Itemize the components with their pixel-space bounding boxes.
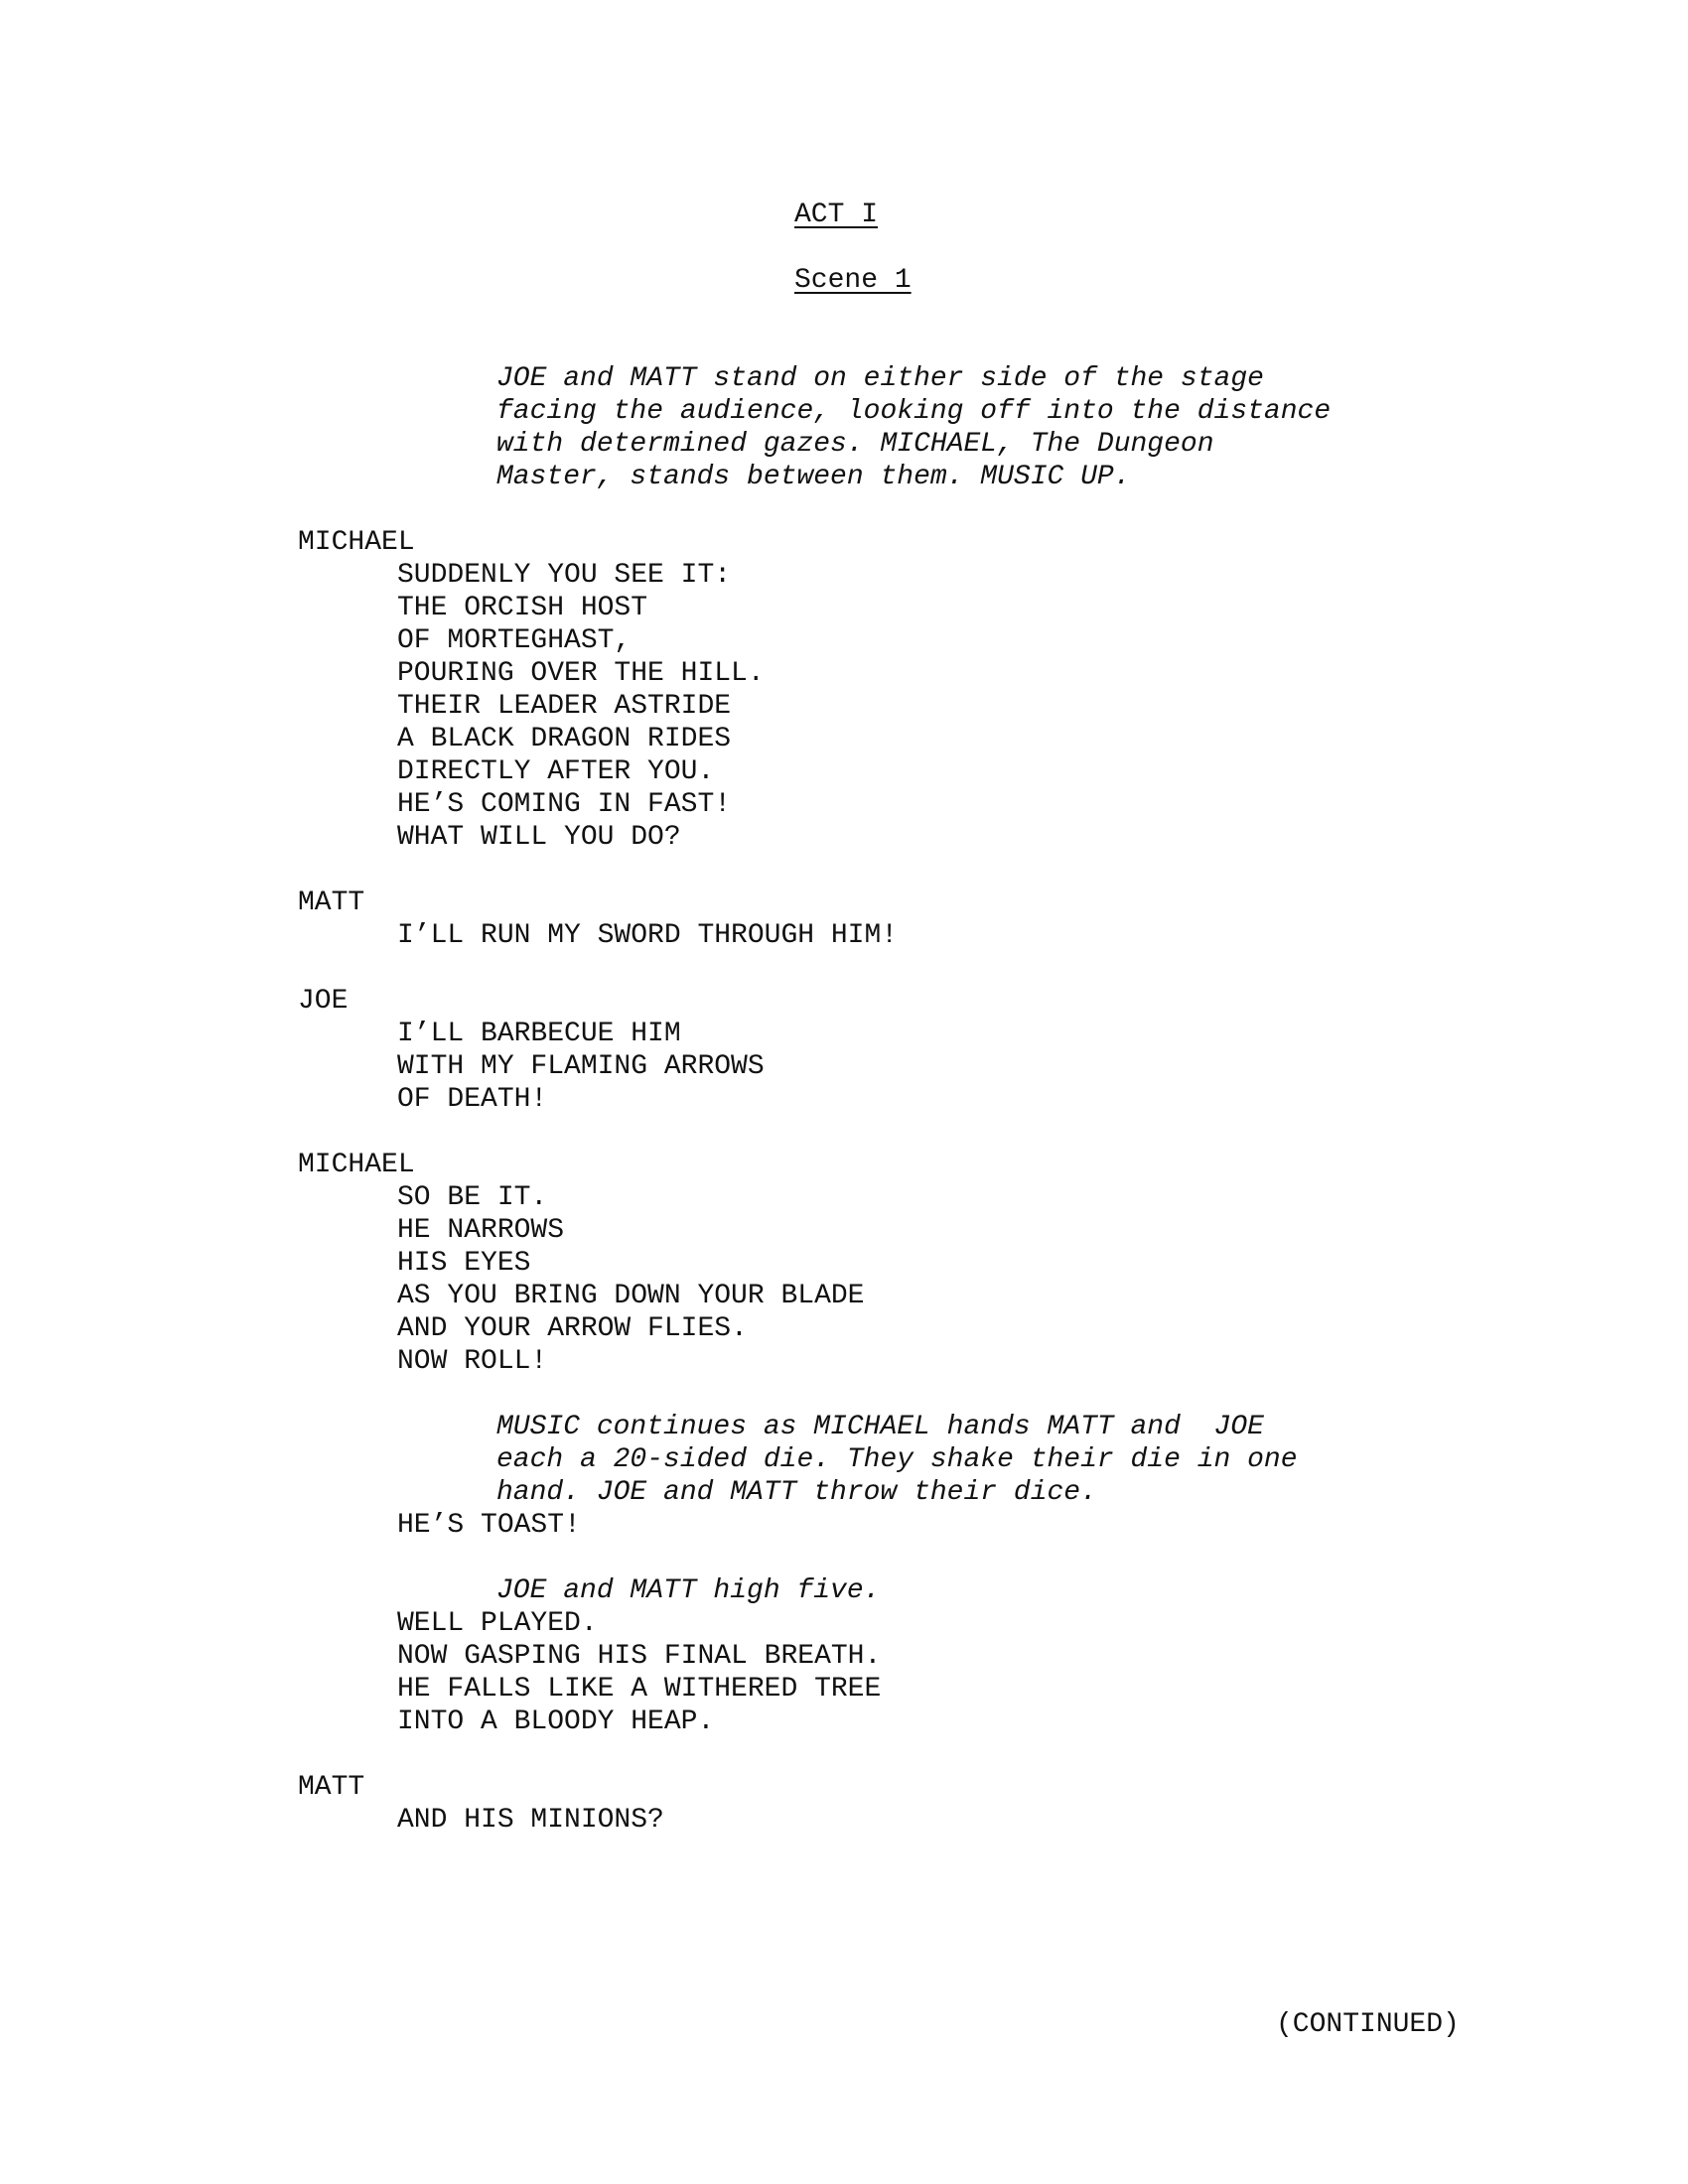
- stage-direction-line: with determined gazes. MICHAEL, The Dungeon: [496, 429, 1214, 460]
- speech-matt-2: [298, 1771, 1589, 1837]
- dialogue-line: OF MORTEGHAST,: [397, 625, 632, 656]
- character-name: MATT: [298, 1772, 365, 1803]
- opening-stage-direction: [298, 362, 1589, 493]
- speech-matt-1: [298, 887, 1589, 952]
- dialogue-line: THE ORCISH HOST: [397, 593, 648, 623]
- stage-direction-line: JOE and MATT stand on either side of the stage: [496, 363, 1264, 394]
- dialogue-line: I’LL BARBECUE HIM: [397, 1019, 681, 1049]
- act-heading: ACT I: [794, 200, 879, 230]
- dialogue-line: DIRECTLY AFTER YOU.: [397, 756, 715, 787]
- stage-direction-line: hand. JOE and MATT throw their dice.: [496, 1477, 1097, 1508]
- scene-heading: Scene 1: [794, 265, 912, 296]
- speech-joe-1: [298, 985, 1589, 1116]
- stage-direction-line: JOE and MATT high five.: [496, 1575, 881, 1606]
- dialogue-line: WITH MY FLAMING ARROWS: [397, 1051, 765, 1082]
- dialogue-line: SUDDENLY YOU SEE IT:: [397, 560, 732, 591]
- script-body: [298, 362, 1589, 1837]
- character-name: JOE: [298, 986, 349, 1017]
- character-name: MATT: [298, 887, 365, 918]
- dialogue-line: I’LL RUN MY SWORD THROUGH HIM!: [397, 920, 899, 951]
- dialogue-line: INTO A BLOODY HEAP.: [397, 1706, 715, 1737]
- dialogue-line: WELL PLAYED.: [397, 1608, 598, 1639]
- dialogue-line: HE’S TOAST!: [397, 1510, 581, 1541]
- dialogue-line: HE NARROWS: [397, 1215, 565, 1246]
- stage-direction-line: Master, stands between them. MUSIC UP.: [496, 462, 1131, 492]
- dialogue-line: SO BE IT.: [397, 1182, 548, 1213]
- dialogue-line: NOW ROLL!: [397, 1346, 548, 1377]
- dialogue-line: POURING OVER THE HILL.: [397, 658, 765, 689]
- dialogue-line: NOW GASPING HIS FINAL BREATH.: [397, 1641, 882, 1672]
- dialogue-line: AS YOU BRING DOWN YOUR BLADE: [397, 1281, 865, 1311]
- dialogue-line: AND YOUR ARROW FLIES.: [397, 1313, 748, 1344]
- dialogue-line: HIS EYES: [397, 1248, 531, 1279]
- dialogue-line: THEIR LEADER ASTRIDE: [397, 691, 732, 722]
- dialogue-line: OF DEATH!: [397, 1084, 548, 1115]
- dialogue-line: WHAT WILL YOU DO?: [397, 822, 681, 853]
- dialogue-line: A BLACK DRAGON RIDES: [397, 724, 732, 754]
- dialogue-line: HE FALLS LIKE A WITHERED TREE: [397, 1674, 882, 1705]
- character-name: MICHAEL: [298, 1150, 415, 1180]
- continued-label: (CONTINUED): [1276, 2009, 1460, 2040]
- speech-michael-2: [298, 1149, 1589, 1738]
- stage-direction-line: each a 20-sided die. They shake their die in one: [496, 1444, 1298, 1475]
- stage-direction-line: MUSIC continues as MICHAEL hands MATT and JOE: [496, 1412, 1264, 1442]
- dialogue-line: HE’S COMING IN FAST!: [397, 789, 732, 820]
- character-name: MICHAEL: [298, 527, 415, 558]
- speech-michael-1: [298, 526, 1589, 854]
- stage-direction-line: facing the audience, looking off into the distance: [496, 396, 1332, 427]
- dialogue-line: AND HIS MINIONS?: [397, 1805, 664, 1836]
